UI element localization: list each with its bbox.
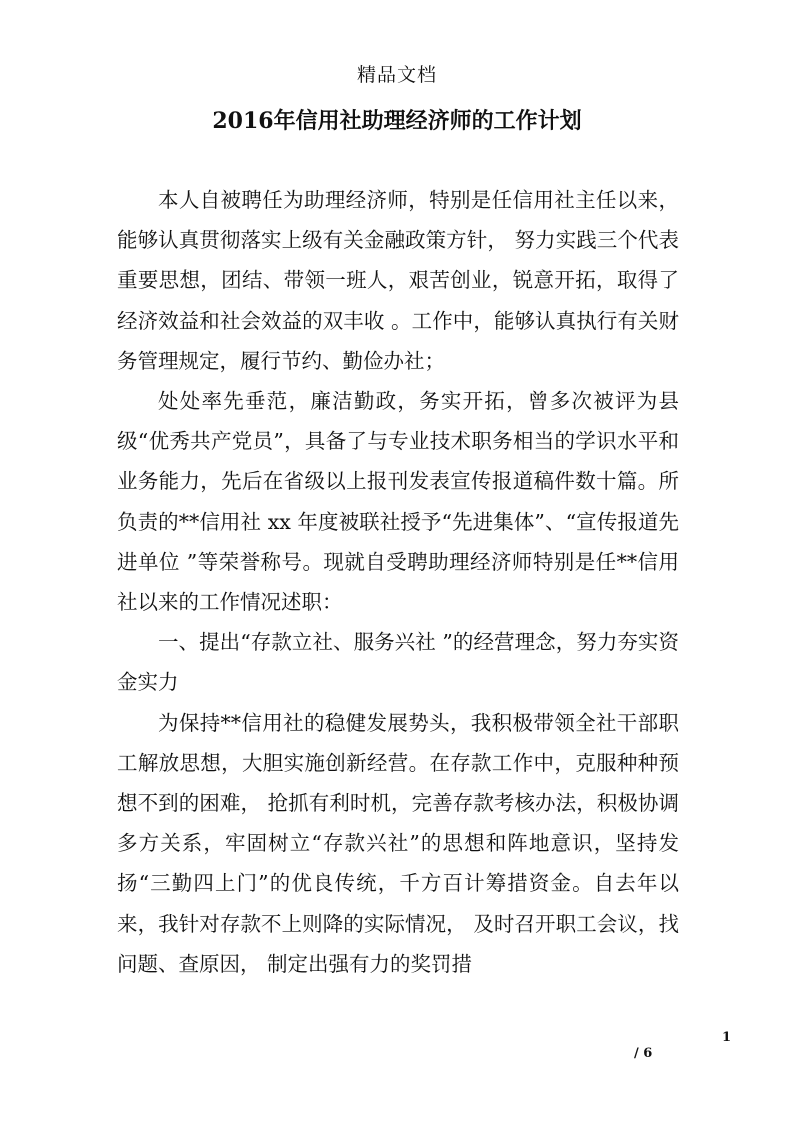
page-total: / 6 xyxy=(634,1046,653,1061)
document-header-label: 精品文档 xyxy=(356,64,437,86)
body-paragraph: 本人自被聘任为助理经济师，特别是任信用社主任以来，能够认真贯彻落实上级有关金融政策方针， 努力实践三个代表重要思想，团结、带领一班人，艰苦创业，锐意开拓，取得了经济效益和社会效益的双丰收 。工作中，能够认真执行有关财务管理规定，履行节约、勤俭办社； xyxy=(117,188,679,373)
body-paragraph: 处处率先垂范，廉洁勤政，务实开拓，曾多次被评为县级“优秀共产党员”，具备了与专业技术职务相当的学识水平和业务能力，先后在省级以上报刊发表宣传报道稿件数十篇。所负责的**信用社 xx 年度被联社授予“先进集体”、“宣传报道先进单位 ”等荣誉称号。现就自受聘助理经济师特别是任**信用社以来的工作情况述职： xyxy=(117,389,679,615)
document-body xyxy=(117,180,679,984)
page-number: 1 xyxy=(722,1030,732,1045)
body-paragraph: 为保持**信用社的稳健发展势头，我积极带领全社干部职工解放思想，大胆实施创新经营。在存款工作中，克服种种预想不到的困难， 抢抓有利时机，完善存款考核办法，积极协调多方关系，牢固树立“存款兴社”的思想和阵地意识，坚持发扬“三勤四上门”的优良传统，千方百计筹措资金。自去年以来，我针对存款不上则降的实际情况， 及时召开职工会议，找问题、查原因， 制定出强有力的奖罚措 xyxy=(117,710,679,976)
section-heading: 一、提出“存款立社、服务兴社 ”的经营理念，努力夯实资金实力 xyxy=(117,630,679,695)
document-title: 2016年信用社助理经济师的工作计划 xyxy=(212,108,582,134)
